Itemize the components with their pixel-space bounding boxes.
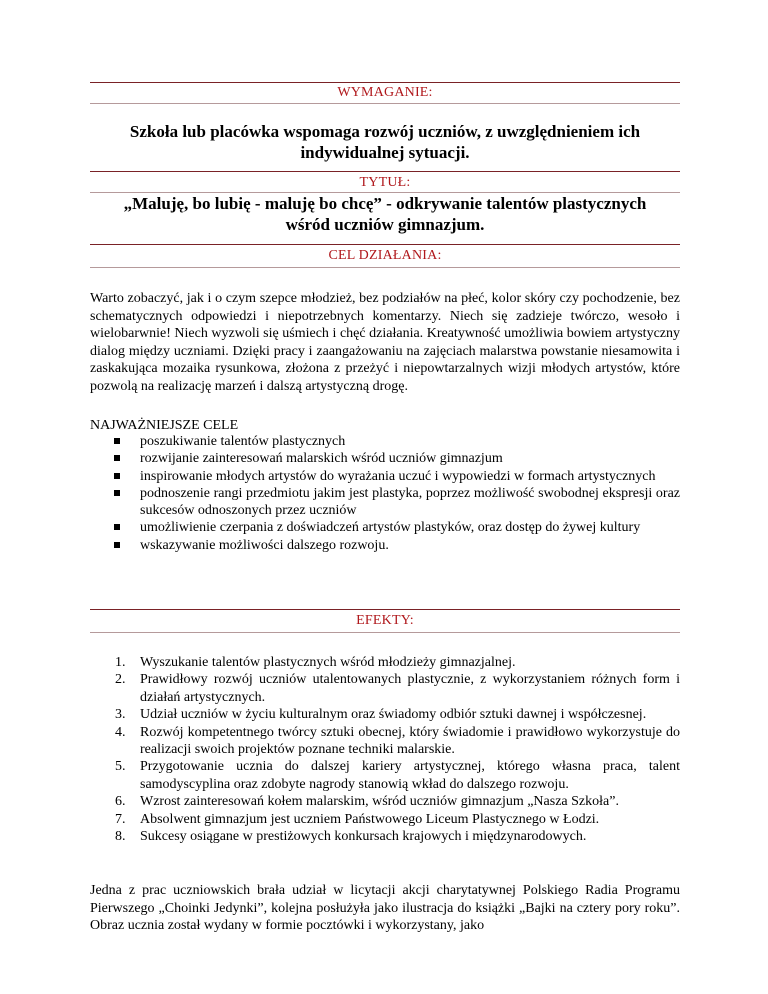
list-item — [90, 811, 680, 828]
list-item-text: Udział uczniów w życiu kulturalnym oraz świadomy odbiór sztuki dawnej i współczesnej. — [140, 707, 647, 723]
list-item — [90, 468, 680, 485]
divider — [90, 632, 680, 633]
wymaganie-text: Szkoła lub placówka wspomaga rozwój uczniów, z uwzględnieniem ich indywidualnej sytuacji. — [129, 122, 641, 162]
list-item-text: podnoszenie rangi przedmiotu jakim jest plastyka, poprzez możliwość swobodnej ekspresji oraz sukcesów odnoszonych przez uczniów — [140, 485, 680, 519]
list-item-text: Wzrost zainteresowań kołem malarskim, wśród uczniów gimnazjum „Nasza Szkoła”. — [140, 794, 619, 810]
list-item-text: Sukcesy osiągane w prestiżowych konkursach krajowych i międzynarodowych. — [140, 829, 587, 845]
list-item-text: umożliwienie czerpania z doświadczeń artystów plastyków, oraz dostęp do żywej kultury — [140, 520, 641, 536]
tytul-label: TYTUŁ: — [359, 175, 411, 190]
closing-paragraph: Jedna z prac uczniowskich brała udział w licytacji akcji charytatywnej Polskiego Radia Programu Pierwszego „Choinki Jedynki”, kolejna posłużyła jako ilustracja do książki „Bajki na cztery pory roku”. Obraz ucznia został wydany w formie pocztówki i wykorzystany, jako — [90, 883, 680, 933]
list-number: 8. — [115, 829, 126, 845]
list-number: 6. — [115, 794, 126, 810]
list-item-text: poszukiwanie talentów plastycznych — [140, 434, 346, 449]
divider — [90, 609, 680, 610]
divider — [90, 244, 680, 245]
efekty-list — [90, 654, 680, 845]
tytul-text: „Maluję, bo lubię - maluję bo chcę” - odkrywanie talentów plastycznych wśród uczniów gimnazjum. — [123, 194, 647, 234]
list-item — [90, 654, 680, 671]
list-item-text: Absolwent gimnazjum jest uczniem Państwowego Liceum Plastycznego w Łodzi. — [140, 811, 600, 827]
list-item — [90, 758, 680, 793]
bullet-icon — [114, 524, 120, 530]
divider — [90, 103, 680, 104]
list-item — [90, 671, 680, 706]
divider-top — [90, 82, 680, 83]
list-number: 1. — [115, 655, 126, 670]
bullet-icon — [114, 542, 120, 548]
list-item — [90, 537, 680, 554]
list-item — [90, 828, 680, 845]
bullet-icon — [114, 455, 120, 461]
list-item — [90, 724, 680, 759]
list-item — [90, 793, 680, 810]
wymaganie-label: WYMAGANIE: — [337, 85, 433, 100]
list-number: 3. — [115, 707, 126, 723]
list-item — [90, 519, 680, 536]
list-item-text: wskazywanie możliwości dalszego rozwoju. — [140, 537, 389, 553]
list-number: 5. — [115, 759, 126, 775]
cele-title: NAJWAŻNIEJSZE CELE — [90, 418, 239, 433]
bullet-icon — [114, 490, 120, 496]
list-item-text: Przygotowanie ucznia do dalszej kariery artystycznej, którego własna praca, talent samodyscyplina oraz zdobyte nagrody stanowią wkład do dalszego rozwoju. — [140, 759, 680, 792]
divider — [90, 267, 680, 268]
list-item — [90, 485, 680, 520]
list-item-text: Rozwój kompetentnego twórcy sztuki obecnej, który świadomie i prawidłowo wykorzystuje do realizacji swoich projektów poznane techniki malarskie. — [140, 724, 680, 758]
bullet-icon — [114, 438, 120, 444]
list-item — [90, 706, 680, 723]
cel-label: CEL DZIAŁANIA: — [328, 248, 442, 263]
list-number: 2. — [115, 672, 126, 688]
list-item-text: inspirowanie młodych artystów do wyrażania uczuć i wypowiedzi w formach artystycznych — [140, 468, 656, 484]
list-item — [90, 450, 680, 467]
efekty-label: EFEKTY: — [356, 613, 414, 628]
bullet-icon — [114, 473, 120, 479]
list-number: 7. — [115, 811, 126, 827]
divider — [90, 171, 680, 172]
list-item-text: Prawidłowy rozwój uczniów utalentowanych plastycznie, z wykorzystaniem różnych form i działań artystycznych. — [140, 672, 680, 705]
list-number: 4. — [115, 724, 126, 740]
cele-list — [90, 433, 680, 554]
list-item-text: rozwijanie zainteresowań malarskich wśród uczniów gimnazjum — [140, 451, 503, 467]
list-item-text: Wyszukanie talentów plastycznych wśród młodzieży gimnazjalnej. — [140, 655, 516, 670]
list-item — [90, 433, 680, 450]
cel-paragraph: Warto zobaczyć, jak i o czym szepce młodzież, bez podziałów na płeć, kolor skóry czy pochodzenie, bez schematycznych odpowiedzi i niepotrzebnych komentarzy. Niech się zadzieje twórczo, wesoło i wielobarwnie! Niech wyzwoli się uśmiech i chęć działania. Kreatywność umożliwia bowiem artystyczny dialog między uczniami. Dzięki pracy i zaangażowaniu na zajęciach malarstwa powstanie niesamowita i zaskakująca mozaika rysunkowa, złożona z przeżyć i niepowtarzalnych wizji młodych artystów, które pozwolą na realizację marzeń i dalszą artystyczną drogę. — [90, 291, 680, 394]
